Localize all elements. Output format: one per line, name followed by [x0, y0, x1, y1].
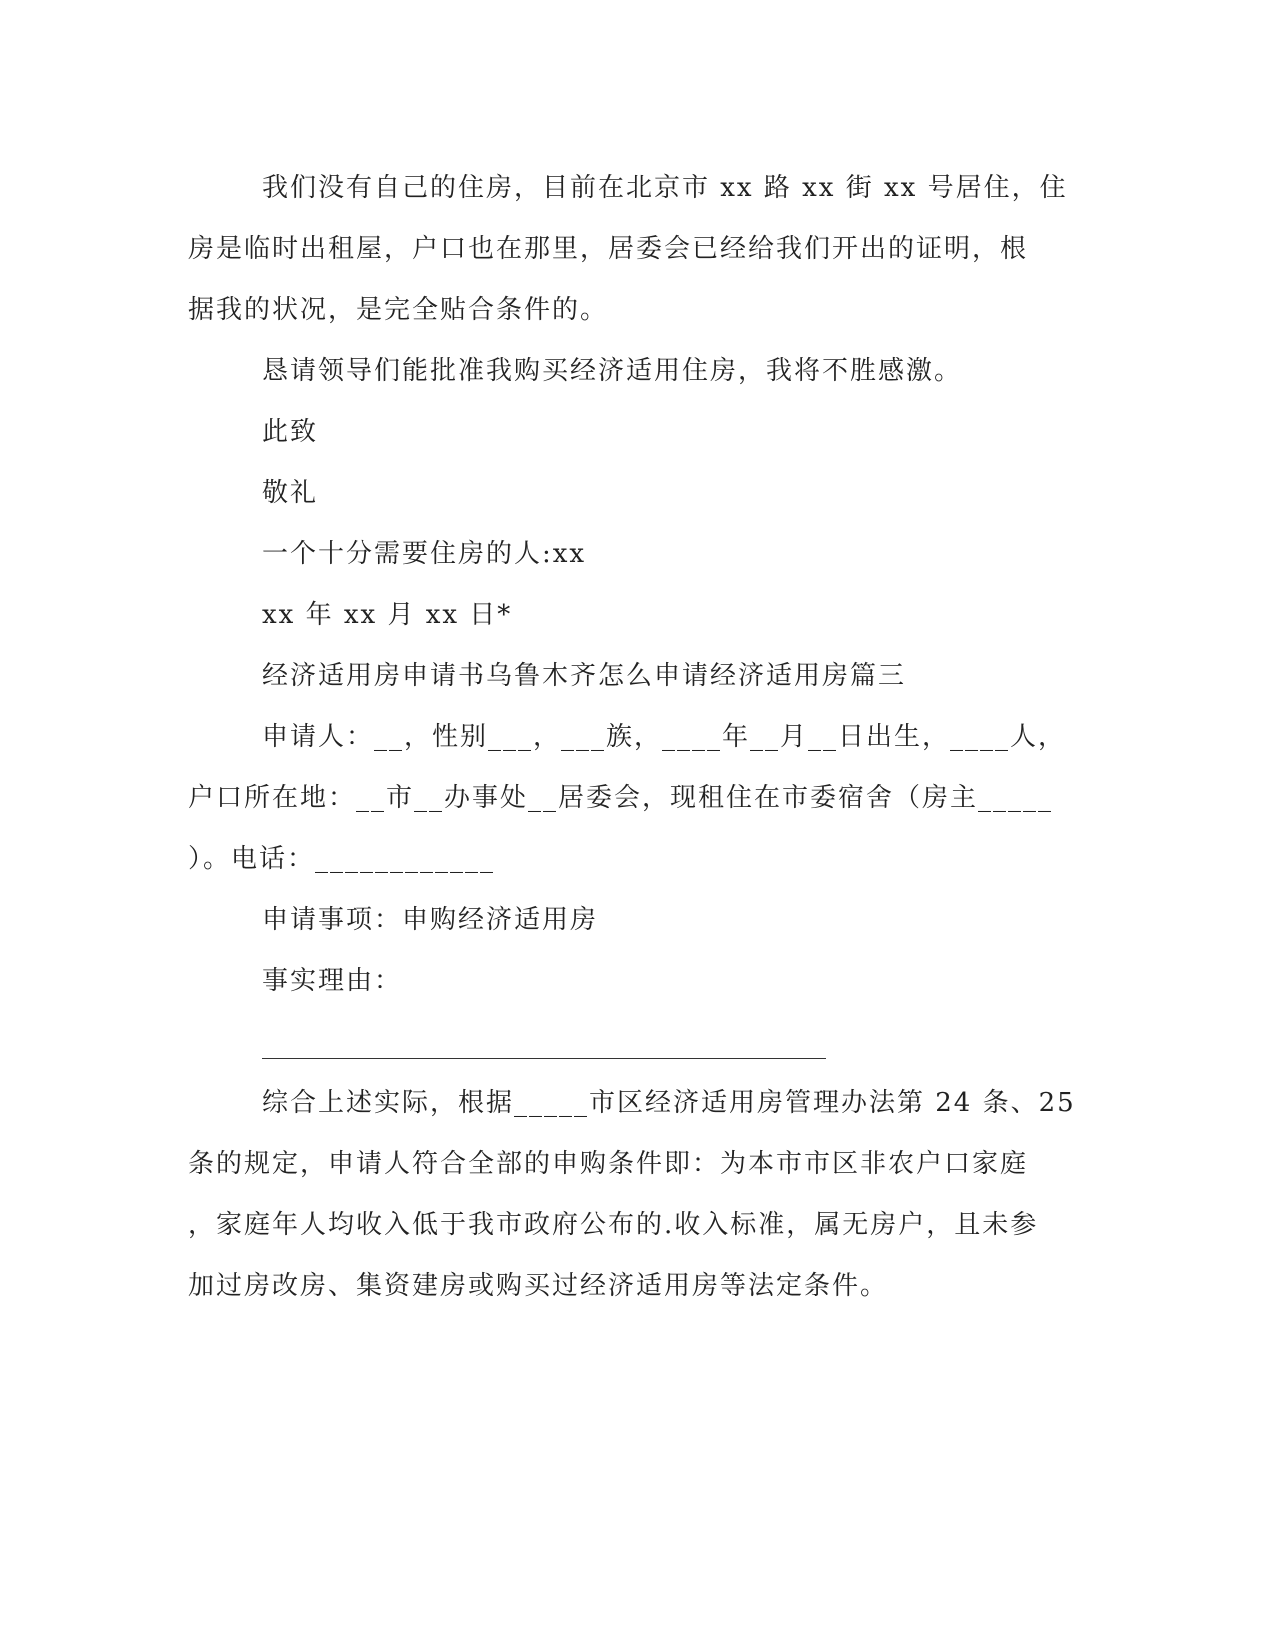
signature-line: 一个十分需要住房的人:xx — [262, 539, 587, 569]
paragraph-line: 条的规定，申请人符合全部的申购条件即：为本市市区非农户口家庭 — [188, 1149, 1029, 1179]
paragraph-line: 事实理由： — [262, 966, 403, 996]
paragraph-line: 户口所在地：__市__办事处__居委会，现租住在市委宿舍（房主_____ — [188, 783, 1054, 813]
paragraph-line: 申请人：__，性别___，___族，____年__月__日出生，____人， — [262, 722, 1067, 752]
paragraph-line: 申请事项：申购经济适用房 — [262, 905, 599, 935]
paragraph-line: ）。电话：____________ — [188, 844, 496, 874]
paragraph-line: 恳请领导们能批准我购买经济适用住房，我将不胜感激。 — [262, 356, 963, 386]
paragraph-line: 综合上述实际，根据_____市区经济适用房管理办法第 24 条、25 — [262, 1088, 1076, 1118]
paragraph-line: 房是临时出租屋，户口也在那里，居委会已经给我们开出的证明，根 — [188, 234, 1029, 264]
paragraph-line: 加过房改房、集资建房或购买过经济适用房等法定条件。 — [188, 1271, 889, 1301]
salutation-line: 此致 — [262, 417, 319, 447]
section-title: 经济适用房申请书乌鲁木齐怎么申请经济适用房篇三 — [262, 661, 907, 691]
salutation-line: 敬礼 — [262, 478, 319, 508]
paragraph-line: ，家庭年人均收入低于我市政府公布的.收入标准，属无房户，且未参 — [188, 1210, 1039, 1240]
paragraph-line: 我们没有自己的住房，目前在北京市 xx 路 xx 街 xx 号居住，住 — [262, 173, 1068, 203]
paragraph-line: 据我的状况，是完全贴合条件的。 — [188, 295, 609, 325]
date-line: xx 年 xx 月 xx 日* — [262, 600, 513, 630]
blank-line-divider — [262, 1058, 826, 1059]
